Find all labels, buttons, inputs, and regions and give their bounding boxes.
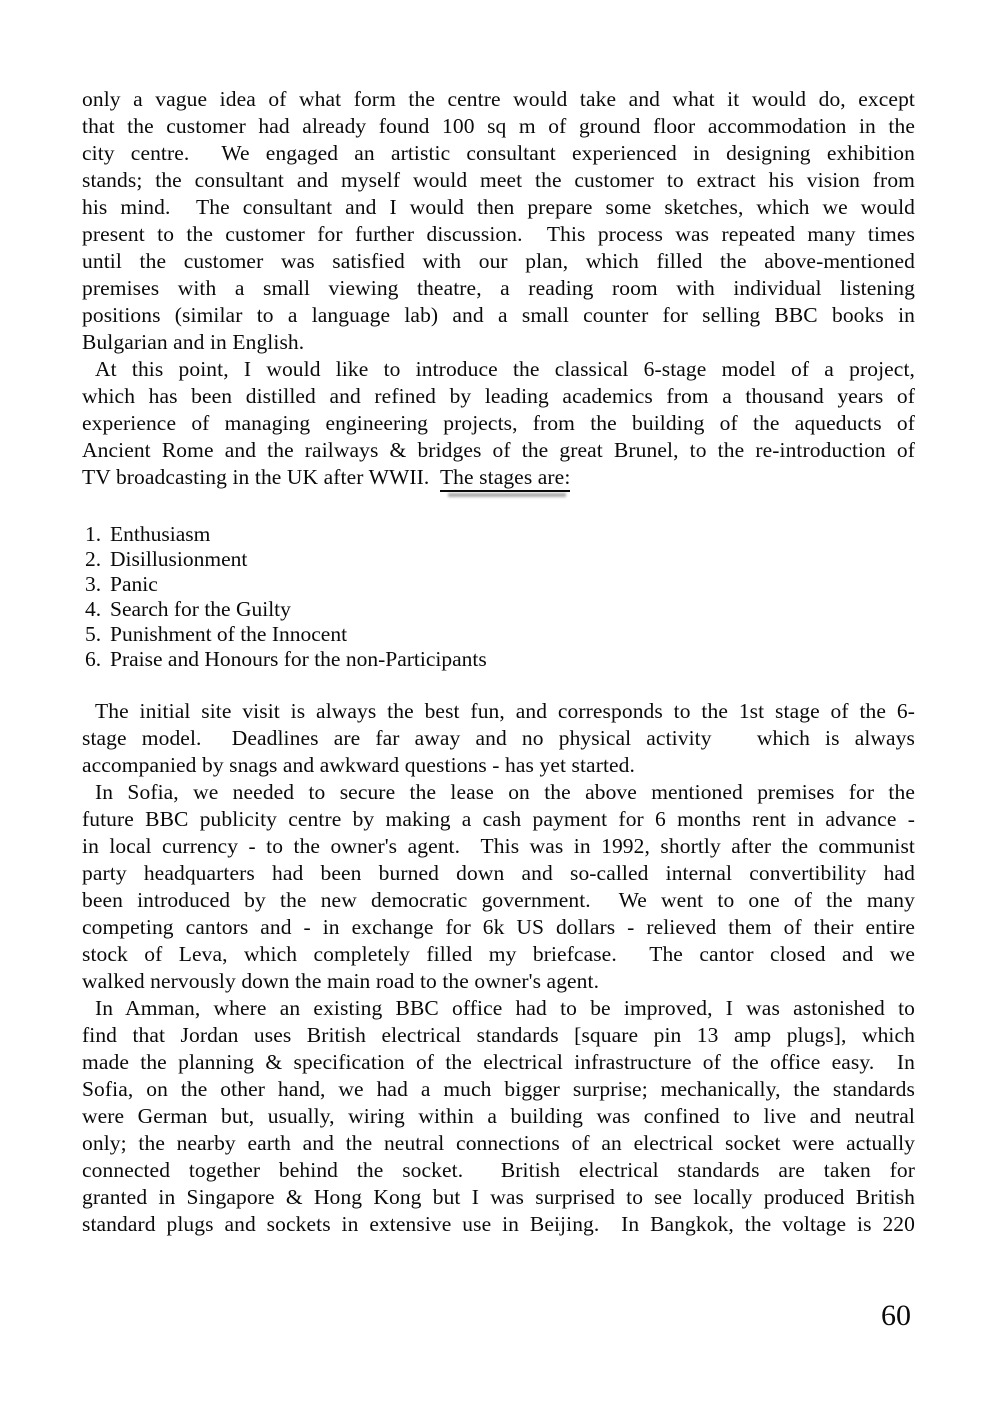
text-line: future BBC publicity centre by making a cash payment for 6 months rent in advance - [82,807,915,831]
text-line: Sofia, on the other hand, we had a much bigger surprise; mechanically, the standards [82,1077,915,1101]
stage-list-item [82,622,915,647]
text-line: his mind. The consultant and I would then prepare some sketches, which we would [82,195,915,219]
text-line [82,464,915,491]
text-line: accompanied by snags and awkward questions - has yet started. [82,753,635,777]
text-line: that the customer had already found 100 sq m of ground floor accommodation in the [82,114,915,138]
text-line: connected together behind the socket. British electrical standards are taken for [82,1158,915,1182]
text-line: Ancient Rome and the railways & bridges of the great Brunel, to the re-introduction of [82,438,915,462]
text-line: in local currency - to the owner's agent. This was in 1992, shortly after the communist [82,834,915,858]
text-line: only; the nearby earth and the neutral connections of an electrical socket were actually [82,1131,915,1155]
stage-label: Praise and Honours for the non-Participants [110,647,487,671]
paragraph-continuation [82,86,915,356]
text-line: experience of managing engineering projects, from the building of the aqueducts of [82,411,915,435]
text-line: stage model. Deadlines are far away and no physical activity which is always [82,726,915,750]
text-line: stock of Leva, which completely filled my briefcase. The cantor closed and we [82,942,915,966]
stage-list-item [82,647,915,672]
text-line: party headquarters had been burned down and so-called internal convertibility had [82,861,915,885]
text-line: walked nervously down the main road to the owner's agent. [82,969,600,993]
stage-list-item [82,547,915,572]
text-line: which has been distilled and refined by leading academics from a thousand years of [82,384,915,408]
text-line: In Sofia, we needed to secure the lease on the above mentioned premises for the [95,780,915,804]
text-line: premises with a small viewing theatre, a reading room with individual listening [82,276,915,300]
text-line: been introduced by the new democratic government. We went to one of the many [82,888,915,912]
stage-number: 5. [85,622,102,646]
stages-heading-underlined: The stages are: [440,465,570,492]
stage-label: Punishment of the Innocent [110,622,348,646]
text-block [82,86,915,1238]
stage-label: Panic [110,572,158,596]
text-line: standard plugs and sockets in extensive use in Beijing. In Bangkok, the voltage is 220 [82,1212,915,1236]
text-line: until the customer was satisfied with our plan, which filled the above-mentioned [82,249,915,273]
stage-list-item [82,572,915,597]
stage-number: 6. [85,647,102,671]
paragraph-six-stage-model [82,356,915,491]
text-line: were German but, usually, wiring within a building was confined to live and neutral [82,1104,915,1128]
stage-label: Enthusiasm [110,522,211,546]
stage-number: 2. [85,547,102,571]
text-line: present to the customer for further discussion. This process was repeated many times [82,222,915,246]
stage-label: Disillusionment [110,547,248,571]
stage-number: 3. [85,572,102,596]
text-line: In Amman, where an existing BBC office had to be improved, I was astonished to [95,996,915,1020]
stage-label: Search for the Guilty [110,597,291,621]
stage-list-item [82,597,915,622]
text-line: positions (similar to a language lab) and a small counter for selling BBC books in [82,303,915,327]
stage-number: 1. [85,522,102,546]
text-line: stands; the consultant and myself would meet the customer to extract his vision from [82,168,915,192]
page-number: 60 [881,1299,911,1332]
text-line: find that Jordan uses British electrical standards [square pin 13 amp plugs], which [82,1023,915,1047]
text-line: At this point, I would like to introduce the classical 6-stage model of a project, [95,357,915,381]
stage-number: 4. [85,597,102,621]
text-line: Bulgarian and in English. [82,330,305,354]
paragraph-amman-electrical [82,995,915,1238]
stages-list [82,522,915,672]
paragraph-site-visit [82,698,915,779]
text-line: The initial site visit is always the best fun, and corresponds to the 1st stage of the 6- [95,699,915,723]
text-line: city centre. We engaged an artistic consultant experienced in designing exhibition [82,141,915,165]
text-line: made the planning & specification of the electrical infrastructure of the office easy. In [82,1050,915,1074]
stage-list-item [82,522,915,547]
text-line: only a vague idea of what form the centre would take and what it would do, except [82,87,915,111]
text-line: competing cantors and - in exchange for 6k US dollars - relieved them of their entire [82,915,915,939]
text-line: granted in Singapore & Hong Kong but I was surprised to see locally produced British [82,1185,915,1209]
text-segment: TV broadcasting in the UK after WWII. [82,465,440,489]
paragraph-sofia-lease [82,779,915,995]
